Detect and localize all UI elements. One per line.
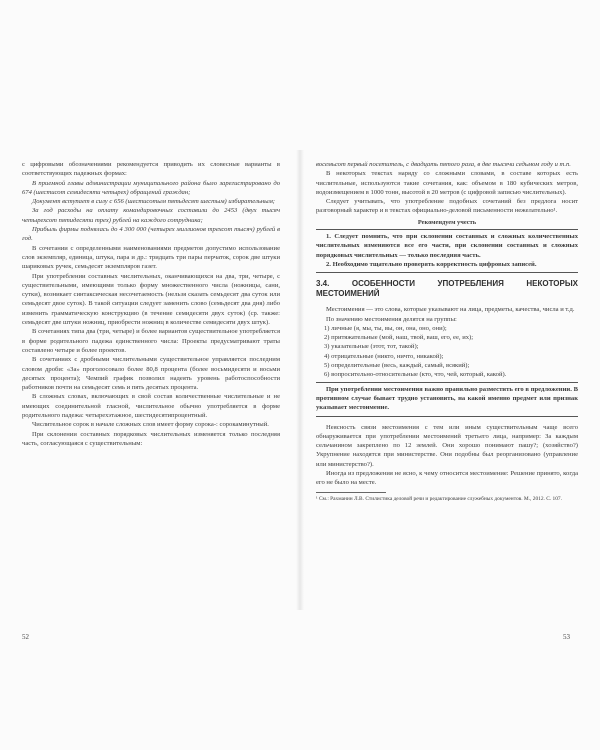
recommend-box: [316, 229, 578, 273]
left-paragraph: В сложных словах, включающих в свой состав количественные числительные и не имеющих соединительной гласной, числительное обычно употребляется в форме родительного падежа: четырехэтажное, шестидесятипроцентный.: [22, 393, 280, 420]
right-paragraph: Следует учитывать, что употребление подобных сочетаний без предлога носит разговорный характер и в текстах официально-деловой письменности нежелательно¹.: [316, 198, 578, 215]
left-paragraph: При употреблении составных числительных, оканчивающихся на два, три, четыре, с существительными, имеющими только форму множественного числа (ножницы, сани, сутки), возникает синтаксическая несочетаемость (нельзя сказать семьдесят два суток или семьдесят двое суток). В такой ситуации следует заменить слово (семьдесят два дня) либо изменить грамматическую конструкцию (в течение семидесяти двух суток) (ср. также: семьдесят две штуки ножниц, приобрести ножниц в количестве семидесяти двух штук).: [22, 272, 280, 327]
left-paragraph: В сочетаниях типа два (три, четыре) и более вариантов существительное употребляется в форме родительного падежа единственного числа: Проекты предусматривают траты составлено четыре и более проектов.: [22, 328, 280, 354]
left-example: Документ вступает в силу с 656 (шестисотым пятьдесят шестым) избирательным;: [32, 198, 275, 206]
left-paragraph: В сочетании с определенными наименованиями предметов допустимо использование слов экземпляр, единица, штука, пара и др.: тридцать три пары перчаток, сорок две штуки шариковых ручек, семьдесят экземпляров газет.: [22, 244, 280, 271]
note-text: При употреблении местоимения важно правильно разместить его в предложении. В противном случае бывает трудно установить, на какой именно предмет или признак указывает местоимение.: [316, 385, 578, 412]
definition: Местоимения — это слова, которые указывают на лица, предметы, качества, числа и т.д.: [326, 306, 575, 314]
left-paragraph: Числительное сорок в начале сложных слов имеет форму сорока-: сорокаминутный.: [32, 421, 269, 429]
left-example: В приемной главы администрации муниципального района было зарегистрировано до 674 (шестисот семидесяти четырех) обращений граждан;: [22, 179, 280, 196]
right-page-text: [316, 160, 578, 503]
groups-intro: По значению местоимения делятся на группы:: [326, 315, 457, 323]
book-gutter: [296, 150, 304, 610]
left-paragraph: При склонении составных порядковых числительных изменяется только последняя часть, согласующаяся с существительным:: [22, 430, 280, 447]
right-paragraph: Неясность связи местоимения с тем или иным существительным чаще всего обнаруживается при употреблении местоимений третьего лица, например: За каждым сельчанином закреплено по 12 землей. Они хорошо понимают пашу?; (хозяйство?) Укрупнение находятся при министерстве. Они подобны был реорганизовано (управление или министерство?).: [316, 423, 578, 468]
right-paragraph: восемьсот первый посетитель, с двадцать пятого раза, в две тысячи седьмом году и т.п.: [316, 161, 571, 168]
recommend-item: 1. Следует помнить, что при склонении составных и сложных количественных числительных изменяются все его части, при склонении составных и сложных порядковых числительных — только последняя часть.: [316, 233, 578, 259]
pronoun-groups: [316, 324, 578, 380]
left-paragraph: с цифровыми обозначениями рекомендуется приводить их словесные варианты в соответствующих падежных формах:: [22, 161, 280, 178]
list-item: 5) определительные (весь, каждый, самый, всякий);: [324, 362, 470, 370]
list-item: 3) указательные (этот, тот, такой);: [324, 343, 419, 351]
left-example: За год расходы на оплату командировочных составили до 2453 (двух тысяч четырехсот пятидесяти трех) рублей на каждого сотрудника;: [22, 207, 280, 224]
recommend-title: Рекомендуем учесть: [417, 218, 477, 226]
list-item: 2) притяжательные (мой, наш, твой, ваш, его, ее, их);: [324, 334, 474, 342]
footnote: ¹ См.: Рахманин Л.В. Стилистика деловой речи и редактирование служебных документов. М., 2012. С. 107.: [316, 495, 562, 502]
left-paragraph: В сочетаниях с дробными числительными существительное управляется последним словом дроби: «За» проголосовало более 80,8 процента (более восьмидесяти и восьми десятых процента); Чемпий график позволил надеять уровень работоспособности работников почти на семьдесят семь и пять десятых процента.: [22, 356, 280, 392]
right-paragraph: Иногда из предложения не ясно, к чему относится местоимение: Решение принято, когда его не было на месте.: [316, 470, 578, 487]
footnote-rule: [316, 492, 386, 493]
page-number-left: 52: [22, 633, 29, 641]
right-paragraph: В некоторых текстах наряду со сложными словами, в составе которых есть числительные, используются такие сочетания, как: объемом в 180 кубических метров, водоизмещением в 1000 тонн, высотой в 20 метров (с цифровой записью числительных).: [316, 170, 578, 196]
list-item: 6) вопросительно-относительные (кто, что, чей, который, какой).: [324, 371, 507, 379]
section-heading: 3.4. ОСОБЕННОСТИ УПОТРЕБЛЕНИЯ НЕКОТОРЫХ МЕСТОИМЕНИЙ: [316, 279, 578, 299]
list-item: 1) личные (я, мы, ты, вы, он, она, оно, они);: [324, 324, 447, 332]
list-item: 4) отрицательные (никто, ничто, никакой);: [324, 352, 444, 360]
recommend-item: 2. Необходимо тщательно проверять корректность цифровых записей.: [326, 260, 537, 268]
page-number-right: 53: [563, 633, 570, 641]
left-page-text: [22, 160, 280, 448]
note-box: [316, 382, 578, 417]
left-example: Прибыль фирмы поднялась до 4 300 000 (четырех миллионов трехсот тысяч) рублей в год.: [22, 226, 280, 243]
